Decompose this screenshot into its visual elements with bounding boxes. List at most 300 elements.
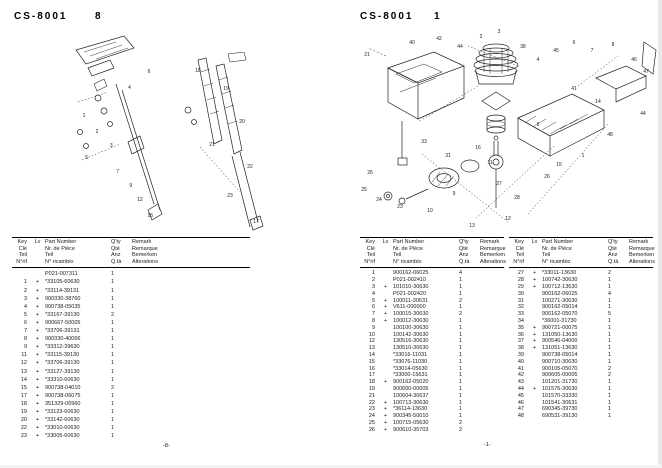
cell-lv: + bbox=[35, 319, 40, 326]
cell-remark bbox=[476, 277, 504, 284]
table-row bbox=[12, 424, 250, 432]
cell-qty: 2 bbox=[608, 270, 612, 277]
cell-lv: + bbox=[35, 425, 40, 432]
cell-key: N°rif bbox=[16, 258, 27, 265]
cell-qty: Q'ty bbox=[608, 239, 618, 245]
cell-key: 26 bbox=[368, 426, 375, 433]
cell-key: 44 bbox=[517, 385, 524, 392]
diagram-callout-number: 4 bbox=[536, 56, 540, 63]
cell-key: 14 bbox=[20, 376, 27, 383]
cell-qty: 1 bbox=[459, 338, 463, 345]
table-row bbox=[509, 406, 653, 413]
cell-qty: 1 bbox=[459, 351, 463, 358]
cell-lv bbox=[378, 270, 393, 277]
cell-qty: 1 bbox=[111, 295, 115, 302]
cell-key: 1 bbox=[23, 279, 27, 286]
cell-key: 27 bbox=[517, 270, 524, 277]
cell-remark bbox=[128, 400, 250, 408]
cell-part: *33076-11030 bbox=[393, 358, 428, 365]
cell-lv: + bbox=[532, 277, 537, 284]
cell-lv: + bbox=[35, 287, 40, 294]
cell-remark bbox=[625, 270, 653, 277]
table-row bbox=[12, 303, 250, 311]
table-row bbox=[360, 359, 504, 366]
cell-lv: + bbox=[35, 433, 40, 440]
cell-lv: + bbox=[383, 379, 388, 386]
table-row bbox=[12, 384, 250, 392]
cell-lv: + bbox=[35, 376, 40, 383]
table-header-row bbox=[509, 259, 653, 266]
cell-lv: + bbox=[383, 317, 388, 324]
cell-qty: 1 bbox=[459, 283, 463, 290]
cell-remark bbox=[128, 343, 250, 351]
cell-part: 900600-00005 bbox=[393, 385, 429, 392]
cell-part: 900738-05035 bbox=[45, 303, 81, 310]
cell-remark: Alterations bbox=[629, 258, 655, 265]
cell-key: 14 bbox=[368, 351, 375, 358]
cell-key: 7 bbox=[23, 328, 27, 335]
cell-part: 900162-06025 bbox=[393, 270, 429, 277]
table-row bbox=[509, 413, 653, 420]
diagram-callout-number: 7 bbox=[116, 169, 120, 175]
cell-lv: + bbox=[383, 426, 388, 433]
cell-qty: 2 bbox=[608, 372, 612, 379]
table-row bbox=[509, 325, 653, 332]
cell-qty: 1 bbox=[111, 336, 115, 343]
cell-qty: 1 bbox=[111, 368, 115, 375]
cell-qty: Qté bbox=[459, 245, 468, 252]
cell-qty: 1 bbox=[111, 433, 115, 440]
table-row bbox=[509, 400, 653, 407]
cell-lv: + bbox=[35, 384, 40, 391]
cell-part: 900162-06025 bbox=[542, 290, 578, 297]
table-header-row bbox=[12, 239, 250, 246]
cell-key: Teil bbox=[515, 252, 524, 259]
cell-part: *33114-39131 bbox=[45, 287, 80, 294]
cell-qty: 1 bbox=[459, 379, 463, 386]
cell-remark bbox=[476, 386, 504, 393]
table-row bbox=[360, 427, 504, 434]
table-row bbox=[360, 400, 504, 407]
cell-part: Part Number bbox=[393, 239, 425, 245]
table-row bbox=[509, 379, 653, 386]
cell-remark: Bemerken bbox=[132, 252, 158, 259]
right-page-parts-table-right-body bbox=[509, 268, 653, 420]
cell-part: 900667-50005 bbox=[45, 319, 81, 326]
diagram-callout-number: 27 bbox=[496, 180, 502, 187]
cell-lv bbox=[527, 304, 542, 311]
cell-qty: Qté bbox=[111, 245, 120, 252]
cell-key: 45 bbox=[517, 392, 524, 399]
cell-lv bbox=[378, 372, 393, 379]
cell-key: 25 bbox=[368, 419, 375, 426]
cell-remark: Remark bbox=[132, 239, 152, 245]
cell-lv bbox=[378, 352, 393, 359]
cell-part: 131050-13630 bbox=[542, 331, 578, 338]
cell-remark bbox=[128, 311, 250, 319]
right-page-model-title: CS-8001 bbox=[360, 11, 414, 22]
diagram-callout-number: 15 bbox=[147, 213, 154, 219]
cell-remark: Remarque bbox=[480, 245, 506, 252]
table-header-row bbox=[360, 252, 504, 259]
table-row bbox=[360, 413, 504, 420]
cell-part: Nr. de Pièce bbox=[45, 245, 75, 252]
cell-remark bbox=[128, 384, 250, 392]
cell-qty: Q'ty bbox=[111, 239, 121, 245]
diagram-callout-number: 5 bbox=[536, 121, 540, 128]
diagram-callout-number: 20 bbox=[239, 119, 245, 126]
cell-part: 100015-30630 bbox=[393, 311, 429, 318]
cell-key: 30 bbox=[517, 290, 524, 297]
cell-remark bbox=[625, 400, 653, 407]
cell-part: N° ricambio bbox=[542, 258, 571, 265]
cell-lv: + bbox=[35, 336, 40, 343]
cell-key: 18 bbox=[20, 400, 27, 407]
cell-qty: 1 bbox=[608, 283, 612, 290]
cell-part: 900330-40066 bbox=[45, 336, 81, 343]
cell-qty: 1 bbox=[459, 365, 463, 372]
cell-part: 101576-30630 bbox=[542, 385, 578, 392]
cell-key: Key bbox=[365, 239, 375, 245]
table-row bbox=[12, 343, 250, 351]
table-row bbox=[12, 327, 250, 335]
cell-key: 22 bbox=[20, 425, 27, 432]
cell-qty: 1 bbox=[111, 303, 115, 310]
exploded-diagram-left-a-art bbox=[58, 32, 188, 232]
table-row bbox=[12, 278, 250, 286]
diagram-callout-number: 18 bbox=[195, 67, 201, 74]
table-row bbox=[360, 311, 504, 318]
table-row bbox=[509, 277, 653, 284]
cell-lv: + bbox=[532, 331, 537, 338]
cell-key: 46 bbox=[517, 399, 524, 406]
cell-remark: Remark bbox=[629, 239, 649, 245]
diagram-callout-number: 23 bbox=[227, 193, 233, 200]
table-row bbox=[509, 304, 653, 311]
diagram-callout-number: 33 bbox=[421, 138, 427, 145]
cell-remark bbox=[476, 345, 504, 352]
table-row bbox=[360, 345, 504, 352]
cell-remark bbox=[128, 295, 250, 303]
cell-key: 31 bbox=[517, 297, 524, 304]
cell-key: Clé bbox=[515, 245, 524, 252]
cell-remark bbox=[128, 303, 250, 311]
table-row bbox=[509, 366, 653, 373]
cell-qty: 2 bbox=[608, 365, 612, 372]
cell-remark bbox=[625, 386, 653, 393]
cell-part: 100011-30631 bbox=[393, 297, 429, 304]
cell-lv: + bbox=[35, 295, 40, 302]
cell-qty: 1 bbox=[608, 379, 612, 386]
cell-lv: + bbox=[532, 324, 537, 331]
table-row bbox=[12, 392, 250, 400]
cell-qty: Anz bbox=[459, 252, 469, 259]
cell-lv bbox=[378, 386, 393, 393]
table-header-row bbox=[360, 259, 504, 266]
cell-qty: 1 bbox=[608, 385, 612, 392]
table-header-row bbox=[12, 246, 250, 253]
cell-remark: Bemerken bbox=[480, 252, 506, 259]
diagram-callout-number: 44 bbox=[457, 44, 463, 50]
cell-remark bbox=[128, 287, 250, 295]
cell-part: 100604-30637 bbox=[393, 392, 429, 399]
cell-remark: Bemerken bbox=[629, 252, 655, 259]
cell-qty: 1 bbox=[459, 392, 463, 399]
cell-remark: Remarque bbox=[629, 245, 655, 252]
cell-remark bbox=[625, 318, 653, 325]
cell-remark bbox=[476, 338, 504, 345]
cell-qty: 4 bbox=[459, 270, 463, 277]
left-page-footer: -8- bbox=[163, 443, 170, 449]
cell-key: 33 bbox=[517, 311, 524, 318]
table-row bbox=[12, 376, 250, 384]
cell-part: *33016-11031 bbox=[393, 351, 428, 358]
table-row bbox=[509, 352, 653, 359]
cell-part: *33706-39131 bbox=[45, 328, 80, 335]
cell-part: 900738-05014 bbox=[542, 351, 578, 358]
cell-remark bbox=[128, 270, 250, 278]
cell-part: 900721-00075 bbox=[542, 324, 578, 331]
cell-lv: + bbox=[383, 406, 388, 413]
cell-remark bbox=[476, 291, 504, 298]
cell-qty: Q'ty bbox=[459, 239, 469, 245]
table-row bbox=[12, 335, 250, 343]
cell-lv: + bbox=[35, 328, 40, 335]
table-row bbox=[12, 319, 250, 327]
table-row bbox=[12, 359, 250, 367]
cell-lv bbox=[527, 379, 542, 386]
cell-lv bbox=[527, 352, 542, 359]
cell-part: Nr. de Pièce bbox=[542, 245, 572, 252]
cell-remark: Remarque bbox=[132, 245, 158, 252]
diagram-callout-number: 2 bbox=[479, 33, 483, 40]
cell-qty: 1 bbox=[459, 331, 463, 338]
cell-part: 100715-05630 bbox=[393, 419, 429, 426]
cell-qty: Qté bbox=[608, 245, 617, 252]
table-row bbox=[360, 372, 504, 379]
diagram-callout-number: 38 bbox=[520, 44, 526, 50]
cell-remark bbox=[476, 284, 504, 291]
diagram-callout-number: 2 bbox=[95, 129, 99, 135]
cell-remark bbox=[476, 318, 504, 325]
cell-key: 18 bbox=[368, 379, 375, 386]
cell-lv bbox=[527, 393, 542, 400]
cell-part: 100012-30630 bbox=[393, 317, 429, 324]
cell-qty: 1 bbox=[459, 304, 463, 311]
cell-key: 15 bbox=[368, 358, 375, 365]
cell-key: 1 bbox=[371, 270, 375, 277]
cell-part: *33127-39130 bbox=[45, 368, 80, 375]
cell-qty: 2 bbox=[111, 311, 115, 318]
table-row bbox=[360, 352, 504, 359]
cell-lv bbox=[378, 359, 393, 366]
cell-remark bbox=[476, 372, 504, 379]
cell-part: *33312-39630 bbox=[45, 344, 80, 351]
table-row bbox=[12, 270, 250, 278]
table-row bbox=[12, 351, 250, 359]
cell-qty: 1 bbox=[111, 271, 115, 278]
cell-part: P021-002420 bbox=[393, 290, 427, 297]
table-row bbox=[360, 284, 504, 291]
cell-remark bbox=[476, 427, 504, 434]
cell-key: 28 bbox=[517, 277, 524, 284]
cell-lv: + bbox=[532, 283, 537, 290]
cell-remark bbox=[476, 366, 504, 373]
exploded-diagram-left-a bbox=[58, 32, 188, 232]
cell-qty: 1 bbox=[111, 392, 115, 399]
cell-lv bbox=[527, 406, 542, 413]
cell-lv: Lv bbox=[531, 239, 538, 245]
diagram-callout-number: 47 bbox=[643, 69, 649, 76]
cell-part: *33123-60630 bbox=[45, 408, 80, 415]
cell-part: 130516-30630 bbox=[393, 338, 429, 345]
cell-lv: + bbox=[35, 392, 40, 399]
diagram-callout-number: 4 bbox=[128, 85, 131, 91]
cell-key: 21 bbox=[368, 392, 375, 399]
table-row bbox=[509, 359, 653, 366]
cell-remark bbox=[476, 270, 504, 277]
cell-lv: + bbox=[383, 413, 388, 420]
cell-qty: 1 bbox=[111, 287, 115, 294]
cell-part: 100713-30630 bbox=[393, 399, 429, 406]
table-row bbox=[509, 291, 653, 298]
cell-key: 43 bbox=[517, 379, 524, 386]
cell-remark bbox=[476, 413, 504, 420]
cell-lv bbox=[527, 259, 542, 266]
cell-remark bbox=[128, 432, 250, 440]
cell-qty: 1 bbox=[459, 399, 463, 406]
cell-remark bbox=[625, 372, 653, 379]
cell-lv: + bbox=[35, 279, 40, 286]
cell-qty: 1 bbox=[459, 385, 463, 392]
table-row bbox=[360, 332, 504, 339]
cell-qty: 1 bbox=[111, 279, 115, 286]
cell-key: 6 bbox=[23, 319, 27, 326]
table-row bbox=[509, 372, 653, 379]
cell-key: 22 bbox=[368, 399, 375, 406]
diagram-callout-number: 8 bbox=[611, 41, 615, 48]
cell-lv bbox=[527, 413, 542, 420]
diagram-callout-number: 28 bbox=[514, 195, 520, 202]
cell-qty: 2 bbox=[459, 419, 463, 426]
right-page-parts-table-left-body bbox=[360, 268, 504, 433]
cell-lv bbox=[527, 291, 542, 298]
cell-key: 13 bbox=[20, 368, 27, 375]
cell-qty: 1 bbox=[459, 345, 463, 352]
cell-qty: 1 bbox=[459, 324, 463, 331]
cell-key: 16 bbox=[368, 365, 375, 372]
cell-part: 900710-30630 bbox=[542, 358, 578, 365]
diagram-callout-number: 22 bbox=[247, 163, 253, 170]
cell-key: 37 bbox=[517, 338, 524, 345]
table-row bbox=[360, 270, 504, 277]
table-row bbox=[12, 432, 250, 440]
cell-lv bbox=[527, 372, 542, 379]
diagram-callout-number: 9 bbox=[129, 183, 133, 189]
cell-key bbox=[12, 270, 30, 278]
cell-remark bbox=[625, 277, 653, 284]
cell-qty: 1 bbox=[608, 351, 612, 358]
left-page-parts-table bbox=[12, 237, 250, 440]
cell-qty: 1 bbox=[608, 338, 612, 345]
diagram-callout-number: 15 bbox=[556, 161, 562, 168]
cell-lv bbox=[378, 325, 393, 332]
table-header-row bbox=[360, 246, 504, 253]
cell-key: 34 bbox=[517, 317, 524, 324]
cell-part: 900162-05020 bbox=[393, 379, 429, 386]
cell-lv: + bbox=[35, 360, 40, 367]
cell-part: 130510-30630 bbox=[393, 345, 429, 352]
cell-qty: 1 bbox=[459, 290, 463, 297]
left-page-model-title: CS-8001 bbox=[14, 11, 68, 22]
cell-remark bbox=[128, 424, 250, 432]
cell-lv bbox=[378, 366, 393, 373]
cell-qty: 1 bbox=[111, 360, 115, 367]
exploded-diagram-left-b-art bbox=[170, 52, 270, 237]
cell-qty: 1 bbox=[608, 297, 612, 304]
cell-part: *33115-39130 bbox=[45, 352, 80, 359]
cell-qty: 1 bbox=[459, 406, 463, 413]
cell-qty: 1 bbox=[111, 352, 115, 359]
table-header-row bbox=[360, 239, 504, 246]
cell-key: 9 bbox=[371, 324, 375, 331]
cell-key: 36 bbox=[517, 331, 524, 338]
table-row bbox=[509, 338, 653, 345]
cell-part: *36114-13630 bbox=[393, 406, 428, 413]
cell-qty: 1 bbox=[459, 413, 463, 420]
cell-lv: + bbox=[35, 303, 40, 310]
cell-lv bbox=[378, 259, 393, 266]
table-header-row bbox=[509, 246, 653, 253]
cell-remark bbox=[128, 416, 250, 424]
cell-part: *33011-13630 bbox=[542, 270, 577, 277]
diagram-callout-number: 24 bbox=[376, 197, 382, 204]
cell-part: Teil bbox=[393, 252, 402, 259]
cell-lv bbox=[527, 318, 542, 325]
table-row bbox=[360, 393, 504, 400]
cell-qty: 1 bbox=[111, 417, 115, 424]
cell-part: 900605-00005 bbox=[542, 372, 578, 379]
diagram-callout-number: 41 bbox=[571, 86, 577, 92]
table-row bbox=[360, 338, 504, 345]
cell-key: 40 bbox=[517, 358, 524, 365]
cell-key: 12 bbox=[20, 360, 27, 367]
table-row bbox=[509, 386, 653, 393]
cell-lv: + bbox=[383, 399, 388, 406]
diagram-callout-number: 14 bbox=[595, 98, 601, 105]
table-row bbox=[509, 318, 653, 325]
cell-remark bbox=[625, 332, 653, 339]
diagram-callout-number: 46 bbox=[631, 56, 637, 63]
cell-key: 15 bbox=[20, 384, 27, 391]
cell-lv: + bbox=[532, 385, 537, 392]
cell-lv bbox=[30, 252, 45, 259]
cell-qty: 1 bbox=[608, 331, 612, 338]
cell-part: *33005-60630 bbox=[45, 433, 80, 440]
cell-lv bbox=[378, 338, 393, 345]
cell-qty: 1 bbox=[608, 304, 612, 311]
cell-remark bbox=[476, 406, 504, 413]
cell-lv: + bbox=[383, 419, 388, 426]
cell-part: Teil bbox=[542, 252, 551, 259]
cell-lv bbox=[378, 345, 393, 352]
cell-qty: 1 bbox=[111, 408, 115, 415]
left-page-section-number: 8 bbox=[95, 11, 101, 22]
cell-lv bbox=[378, 393, 393, 400]
cell-key: 20 bbox=[20, 417, 27, 424]
cell-part: 100142-30630 bbox=[393, 331, 429, 338]
right-page-footer: -1- bbox=[484, 442, 491, 448]
